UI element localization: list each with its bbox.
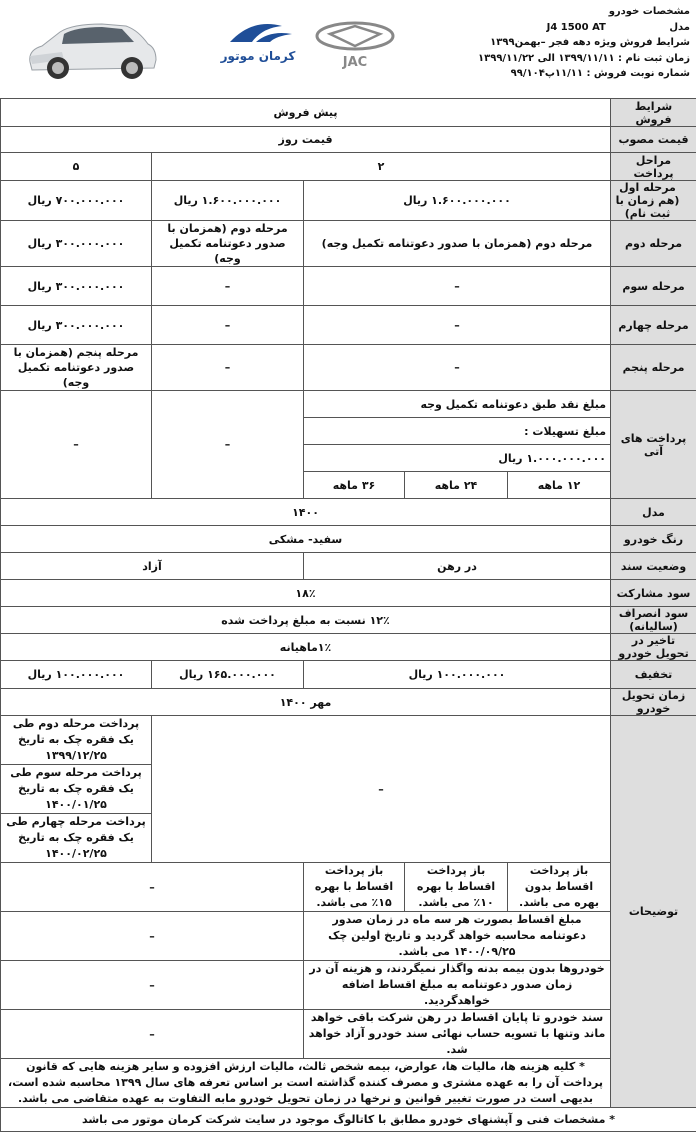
label-sale-terms: شرایط فروش — [611, 99, 696, 127]
future-b: – — [152, 391, 304, 499]
term-36: ۳۶ ماهه — [304, 472, 405, 499]
stage5-a: – — [304, 345, 611, 391]
stage1-b: ۱.۶۰۰.۰۰۰.۰۰۰ ریال — [152, 181, 304, 221]
row-stage5 — [1, 345, 696, 391]
row-stage1 — [1, 181, 696, 221]
row-model — [1, 499, 696, 526]
stage2-b: مرحله دوم (همزمان با صدور دعوتنامه تکمیل وجه) — [152, 221, 304, 267]
n3-dash: – — [1, 1010, 304, 1059]
model-label: مدل — [669, 22, 690, 33]
row-stage2 — [1, 221, 696, 267]
conditions-table — [0, 98, 696, 1132]
conditions-line: شرایط فروش ویژه دهه فجر –بهمن۱۳۹۹ — [400, 35, 690, 51]
future-c: – — [1, 391, 152, 499]
value-color: سفید- مشکی — [1, 526, 611, 553]
row-sale-terms — [1, 99, 696, 127]
model-value: J4 1500 AT — [547, 20, 606, 36]
row-cancel-fee — [1, 607, 696, 634]
label-future: پرداخت های آتی — [611, 391, 696, 499]
jac-logo — [310, 18, 400, 70]
note-n2: خودروها بدون بیمه بدنه واگذار نمیگردند، و هزینه آن در زمان صدور دعوتنامه به مبلغ اقساط اضافه خواهدگردید. — [304, 961, 611, 1010]
note-rate10: باز پرداخت اقساط با بهره ۱۰٪ می باشد. — [405, 863, 508, 912]
term-24: ۲۴ ماهه — [405, 472, 508, 499]
row-cheque1 — [1, 716, 696, 765]
row-discount — [1, 661, 696, 689]
stage3-a: – — [304, 267, 611, 306]
value-delivery: مهر ۱۴۰۰ — [1, 689, 611, 716]
disc-a: ۱۰۰.۰۰۰.۰۰۰ ریال — [304, 661, 611, 689]
note-n1: مبلغ اقساط بصورت هر سه ماه در زمان صدور دعوتنامه محاسبه خواهد گردید و تاریخ اولین چک ۱۴۰۰/۰۹/۲۵ می باشد. — [304, 912, 611, 961]
term-12: ۱۲ ماهه — [508, 472, 611, 499]
row-n1 — [1, 912, 696, 961]
label-payment-stages: مراحل پرداخت — [611, 153, 696, 181]
row-approved-price — [1, 127, 696, 153]
n2-dash: – — [1, 961, 304, 1010]
row-general1 — [1, 1059, 696, 1108]
stage4-c: ۳۰۰.۰۰۰.۰۰۰ ریال — [1, 306, 152, 345]
label-stage4: مرحله چهارم — [611, 306, 696, 345]
row-profit — [1, 580, 696, 607]
disc-c: ۱۰۰.۰۰۰.۰۰۰ ریال — [1, 661, 152, 689]
value-model: ۱۴۰۰ — [1, 499, 611, 526]
disc-b: ۱۶۵.۰۰۰.۰۰۰ ریال — [152, 661, 304, 689]
stage5-b: – — [152, 345, 304, 391]
stage3-b: – — [152, 267, 304, 306]
stage3-c: ۳۰۰.۰۰۰.۰۰۰ ریال — [1, 267, 152, 306]
label-discount: تخفیف — [611, 661, 696, 689]
row-stage4 — [1, 306, 696, 345]
row-future-cash — [1, 391, 696, 418]
future-cash: مبلغ نقد طبق دعوتنامه تکمیل وجه — [304, 391, 611, 418]
label-model: مدل — [611, 499, 696, 526]
value-delay: ۱٪ماهیانه — [1, 634, 611, 661]
stage4-b: – — [152, 306, 304, 345]
rates-dash: – — [1, 863, 304, 912]
row-delay — [1, 634, 696, 661]
label-delay: تاخیر در تحویل خودرو — [611, 634, 696, 661]
note-rate0: باز پرداخت اقساط بدون بهره می باشد. — [508, 863, 611, 912]
row-n2 — [1, 961, 696, 1010]
label-cancel-fee: سود انصراف (سالیانه) — [611, 607, 696, 634]
note-cheque1: پرداخت مرحله دوم طی یک فقره چک به تاریخ ۱۳۹۹/۱۲/۲۵ — [1, 716, 152, 765]
header-title: مشخصات خودرو — [400, 4, 690, 20]
kerman-motor-logo — [212, 18, 304, 68]
registration-line: زمان ثبت نام : ۱۳۹۹/۱۱/۱۱ الی ۱۳۹۹/۱۱/۲۲ — [400, 51, 690, 67]
label-color: رنگ خودرو — [611, 526, 696, 553]
row-rates — [1, 863, 696, 912]
circular-line: شماره نوبت فروش : ۱۱/۱۱پ۹۹/۱۰۴ — [400, 66, 690, 82]
label-approved-price: قیمت مصوب — [611, 127, 696, 153]
svg-text:JAC: JAC — [342, 55, 367, 70]
label-stage5: مرحله پنجم — [611, 345, 696, 391]
row-delivery — [1, 689, 696, 716]
future-loan-label: مبلغ تسهیلات : — [304, 418, 611, 445]
row-payment-stages — [1, 153, 696, 181]
stage1-a: ۱.۶۰۰.۰۰۰.۰۰۰ ریال — [304, 181, 611, 221]
header — [0, 0, 696, 98]
note-general2: * مشخصات فنی و آپشنهای خودرو مطابق با کاتالوگ موجود در سایت شرکت کرمان موتور می باشد — [1, 1108, 696, 1132]
n1-dash: – — [1, 912, 304, 961]
stage4-a: – — [304, 306, 611, 345]
label-stage3: مرحله سوم — [611, 267, 696, 306]
label-profit: سود مشارکت — [611, 580, 696, 607]
value-approved-price: قیمت روز — [1, 127, 611, 153]
value-sale-terms: پیش فروش — [1, 99, 611, 127]
note-n3: سند خودرو تا پایان اقساط در رهن شرکت باقی خواهد ماند وتنها با تسویه حساب نهائی سند خودرو آزاد خواهد شد. — [304, 1010, 611, 1059]
label-stage2: مرحله دوم — [611, 221, 696, 267]
car-image — [22, 10, 160, 88]
row-color — [1, 526, 696, 553]
label-doc-status: وضعیت سند — [611, 553, 696, 580]
note-general1: * کلیه هزینه ها، مالیات ها، عوارض، بیمه شخص ثالث، مالیات ارزش افزوده و سایر هزینه هایی که قانون پرداخت آن را به عهده مشتری و مصرف کننده گذاشته است بر اساس تعرفه های سال ۱۳۹۹ محاسبه شده است، بدیهی است در صورت تغییر قوانین و نرخها در زمان تحویل خودرو مابه التفاوت به عهده متقاضی می باشد. — [1, 1059, 611, 1108]
label-stage1: مرحله اول (هم زمان با ثبت نام) — [611, 181, 696, 221]
cheques-dash: – — [152, 716, 611, 863]
stages-b: ۵ — [1, 153, 152, 181]
note-cheque2: پرداخت مرحله سوم طی یک فقره چک به تاریخ ۱۴۰۰/۰۱/۲۵ — [1, 765, 152, 814]
stage5-c: مرحله پنجم (همزمان با صدور دعوتنامه تکمیل وجه) — [1, 345, 152, 391]
label-delivery: زمان تحویل خودرو — [611, 689, 696, 716]
row-n3 — [1, 1010, 696, 1059]
value-profit: ۱۸٪ — [1, 580, 611, 607]
model-line — [400, 20, 690, 36]
stages-a: ۲ — [152, 153, 611, 181]
stage2-c: ۳۰۰.۰۰۰.۰۰۰ ریال — [1, 221, 152, 267]
value-cancel-fee: ۱۲٪ نسبت به مبلغ پرداخت شده — [1, 607, 611, 634]
note-cheque3: پرداخت مرحله چهارم طی یک فقره چک به تاریخ ۱۴۰۰/۰۲/۲۵ — [1, 814, 152, 863]
stage2-a: مرحله دوم (همزمان با صدور دعوتنامه تکمیل وجه) — [304, 221, 611, 267]
svg-text:کرمان موتور: کرمان موتور — [220, 49, 296, 64]
doc-a: در رهن — [304, 553, 611, 580]
doc-b: آزاد — [1, 553, 304, 580]
row-stage3 — [1, 267, 696, 306]
row-doc-status — [1, 553, 696, 580]
future-loan: ۱.۰۰۰.۰۰۰.۰۰۰ ریال — [304, 445, 611, 472]
label-notes: توضیحات — [611, 716, 696, 1108]
header-info — [400, 4, 690, 82]
row-general2 — [1, 1108, 696, 1132]
stage1-c: ۷۰۰.۰۰۰.۰۰۰ ریال — [1, 181, 152, 221]
note-rate15: باز پرداخت اقساط با بهره ۱۵٪ می باشد. — [304, 863, 405, 912]
